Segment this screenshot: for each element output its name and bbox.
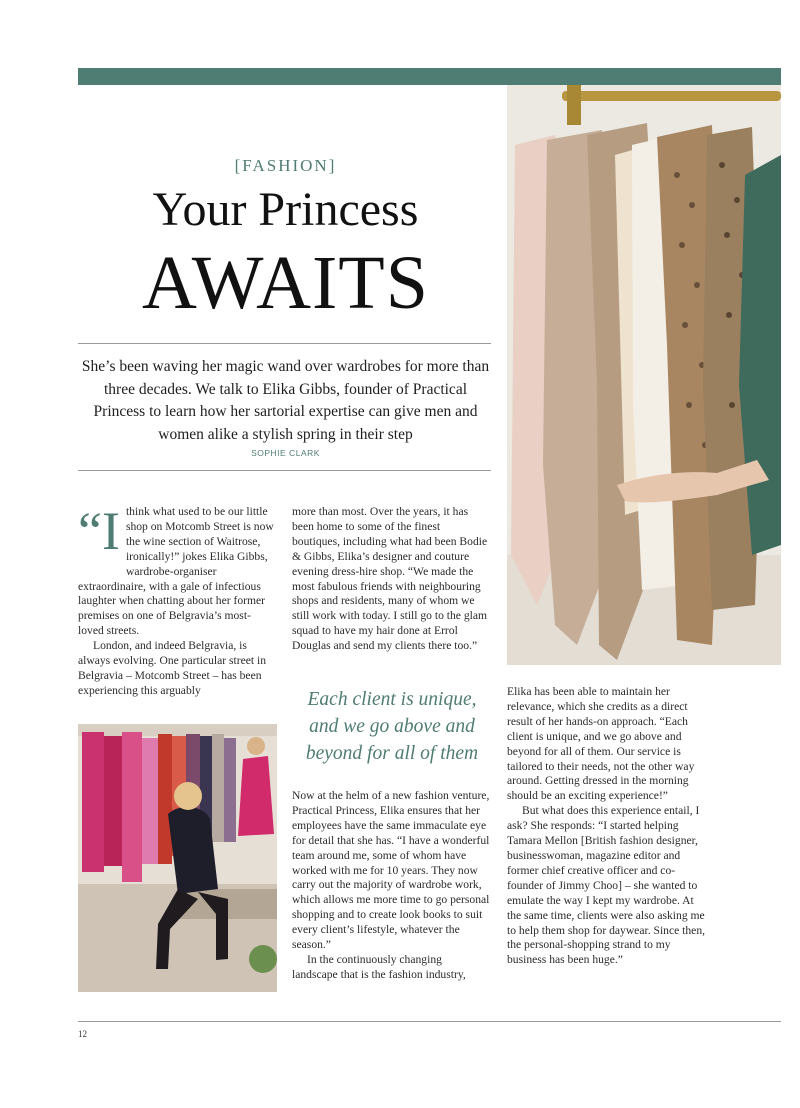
article-column-1 (78, 501, 276, 699)
pull-quote: Each client is unique, and we go above and beyond for all of them (305, 689, 479, 764)
clothes-rail-illustration (507, 85, 781, 665)
column-2-paragraph-1: Now at the helm of a new fashion venture, Practical Princess, Elika ensures that her employees have the same immaculate eye for detail that she has. “I have a wonderful team around me, some of whom have worked with me for 10 years. They now carry out the majority of wardrobe work, which allows me more time to go personal shopping and to create look books to suit every client’s lifestyle, whatever the season.” (292, 789, 490, 952)
headline-line-1: Your Princess (152, 183, 419, 236)
boutique-illustration (78, 724, 277, 992)
drop-cap (78, 501, 120, 566)
column-1-paragraph-2: London, and indeed Belgravia, is always evolving. One particular street in Belgravia – Motcomb Street – has been experiencing this arguably (78, 639, 267, 697)
article-column-2-top (292, 505, 490, 654)
article-column-2-bottom (292, 789, 490, 983)
inset-photo-boutique (78, 724, 277, 992)
column-2-paragraph-top: more than most. Over the years, it has been home to some of the finest boutiques, including what had been Bodie & Gibbs, Elika’s designer and couture evening dress-hire shop. “We made the most fabulous friends with neighbouring shops and residents, many of whom we still work with today. I still go to the glam squad to have my hair done at Errol Douglas and send my clients there too.” (292, 505, 488, 653)
page-number: 12 (78, 1029, 87, 1039)
column-3-paragraph-1: Elika has been able to maintain her relevance, which she credits as a direct result of her hands-on approach. “Each client is unique, and we go above and beyond for all of them. Our service is tailored to their needs, not the other way around. Getting dressed in the morning should be an exciting experience!” (507, 685, 695, 803)
article-column-3 (507, 685, 707, 968)
header-divider-top (78, 343, 491, 344)
hero-photo-clothes-rail (507, 85, 781, 665)
column-1-paragraph-1-text: think what used to be our little shop on Motcomb Street is now the wine section of Waitrose, ironically!” jokes Elika Gibbs, wardrobe-organiser extraordinaire, with a gale of infectious laughter when chatting about her former premises on one of Belgravia’s most-loved streets. (78, 505, 274, 638)
column-2-paragraph-2: In the continuously changing landscape that is the fashion industry, (292, 952, 466, 981)
column-3-paragraph-2: But what does this experience entail, I ask? She responds: “I started helping Tamara Mellon [British fashion designer, businesswoman, magazine editor and former chief creative officer and co-founder of Jimmy Choo] – she wanted to emulate the way I kept my wardrobe. At the same time, clients were also asking me to help them shop for daywear. Since then, the personal-shopping strand to my business has been huge.” (507, 804, 706, 967)
drop-quote-mark: “ (78, 501, 102, 561)
column-1-paragraph-1 (78, 501, 276, 639)
standfirst: She’s been waving her magic wand over wardrobes for more than three decades. We talk to Elika Gibbs, founder of Practical Princess to learn how her sartorial expertise can give men and women alike a stylish spring in their step (81, 358, 490, 443)
top-accent-bar (78, 68, 781, 85)
byline: SOPHIE CLARK (251, 448, 320, 458)
drop-cap-letter: I (101, 501, 120, 561)
footer-divider (78, 1021, 781, 1022)
header-divider-bottom (78, 470, 491, 471)
section-label: [FASHION] (234, 156, 337, 175)
headline-line-2: AWAITS (142, 241, 429, 325)
